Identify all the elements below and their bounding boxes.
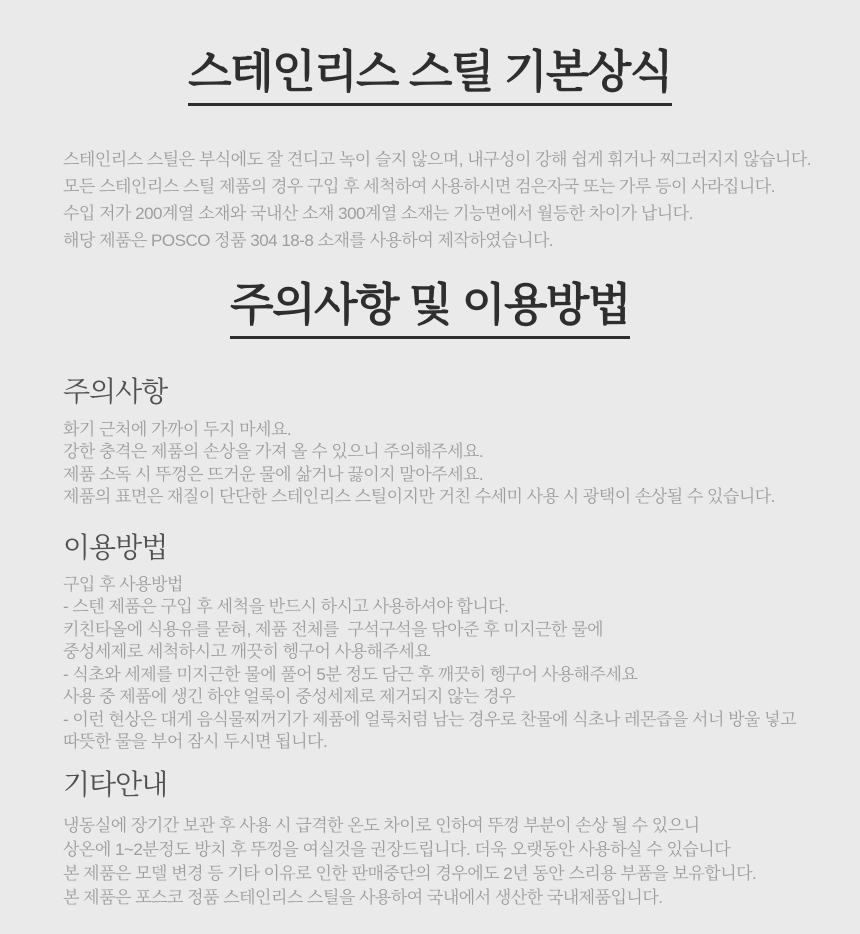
- intro-paragraph: [63, 146, 820, 254]
- usage-line: 중성세제로 세척하시고 깨끗히 헹구어 사용해주세요: [63, 642, 431, 661]
- section-cautions-body: [63, 419, 820, 509]
- main-title-basics-text: 스테인리스 스틸 기본상식: [188, 46, 672, 106]
- usage-line: - 식초와 세제를 미지근한 물에 풀어 5분 정도 담근 후 깨끗히 헹구어 사용해주세요: [63, 664, 638, 684]
- other-info-line: 상온에 1~2분정도 방치 후 뚜껑을 여실것을 권장드립니다. 더욱 오랫동안 사용하실 수 있습니다: [63, 839, 731, 859]
- other-info-line: 냉동실에 장기간 보관 후 사용 시 급격한 온도 차이로 인하여 뚜껑 부분이 손상 될 수 있으니: [63, 815, 700, 835]
- section-other-info-heading: 기타안내: [63, 768, 168, 800]
- caution-line: 제품의 표면은 재질이 단단한 스테인리스 스틸이지만 거친 수세미 사용 시 광택이 손상될 수 있습니다.: [63, 487, 775, 506]
- caution-line: 강한 충격은 제품의 손상을 가져 올 수 있으니 주의해주세요.: [63, 442, 484, 461]
- main-title-basics: [0, 0, 860, 106]
- usage-line: 따뜻한 물을 부어 잠시 두시면 됩니다.: [63, 732, 328, 751]
- caution-line: 제품 소독 시 뚜껑은 뜨거운 물에 삶거나 끓이지 말아주세요.: [63, 464, 484, 484]
- section-usage: [63, 531, 820, 754]
- intro-line: 모든 스테인리스 스틸 제품의 경우 구입 후 세척하여 사용하시면 검은자국 또는 가루 등이 사라집니다.: [63, 176, 775, 196]
- caution-line: 화기 근처에 가까이 두지 마세요.: [63, 419, 292, 439]
- intro-line: 해당 제품은 POSCO 정품 304 18-8 소재를 사용하여 제작하였습니다.: [63, 230, 554, 250]
- section-cautions: [63, 375, 820, 509]
- usage-line: 구입 후 사용방법: [63, 574, 183, 594]
- intro-line: 수입 저가 200계열 소재와 국내산 소재 300계열 소재는 기능면에서 월등한 차이가 납니다.: [63, 203, 693, 223]
- section-usage-heading: 이용방법: [63, 531, 168, 563]
- main-title-caution-usage: [0, 279, 860, 339]
- main-title-caution-usage-text: 주의사항 및 이용방법: [230, 279, 630, 339]
- section-other-info-body: [63, 814, 820, 910]
- section-other-info: [63, 768, 820, 910]
- usage-line: 사용 중 제품에 생긴 하얀 얼룩이 중성세제로 제거되지 않는 경우: [63, 687, 515, 706]
- usage-line: - 스텐 제품은 구입 후 세척을 반드시 하시고 사용하셔야 합니다.: [63, 597, 509, 616]
- intro-line: 스테인리스 스틸은 부식에도 잘 견디고 녹이 슬지 않으며, 내구성이 강해 쉽게 휘거나 찌그러지지 않습니다.: [63, 149, 811, 169]
- usage-line: 키친타올에 식용유를 묻혀, 제품 전체를 구석구석을 닦아준 후 미지근한 물에: [63, 619, 604, 639]
- other-info-line: 본 제품은 모델 변경 등 기타 이유로 인한 판매중단의 경우에도 2년 동안 스리용 부품을 보유합니다.: [63, 863, 757, 883]
- other-info-line: 본 제품은 포스코 정품 스테인리스 스틸을 사용하여 국내에서 생산한 국내제품입니다.: [63, 887, 663, 907]
- section-cautions-heading: 주의사항: [63, 375, 168, 407]
- usage-line: - 이런 현상은 대게 음식물찌꺼기가 제품에 얼룩처럼 남는 경우로 찬물에 식초나 레몬즙을 서너 방울 넣고: [63, 709, 797, 729]
- section-usage-body: [63, 574, 820, 754]
